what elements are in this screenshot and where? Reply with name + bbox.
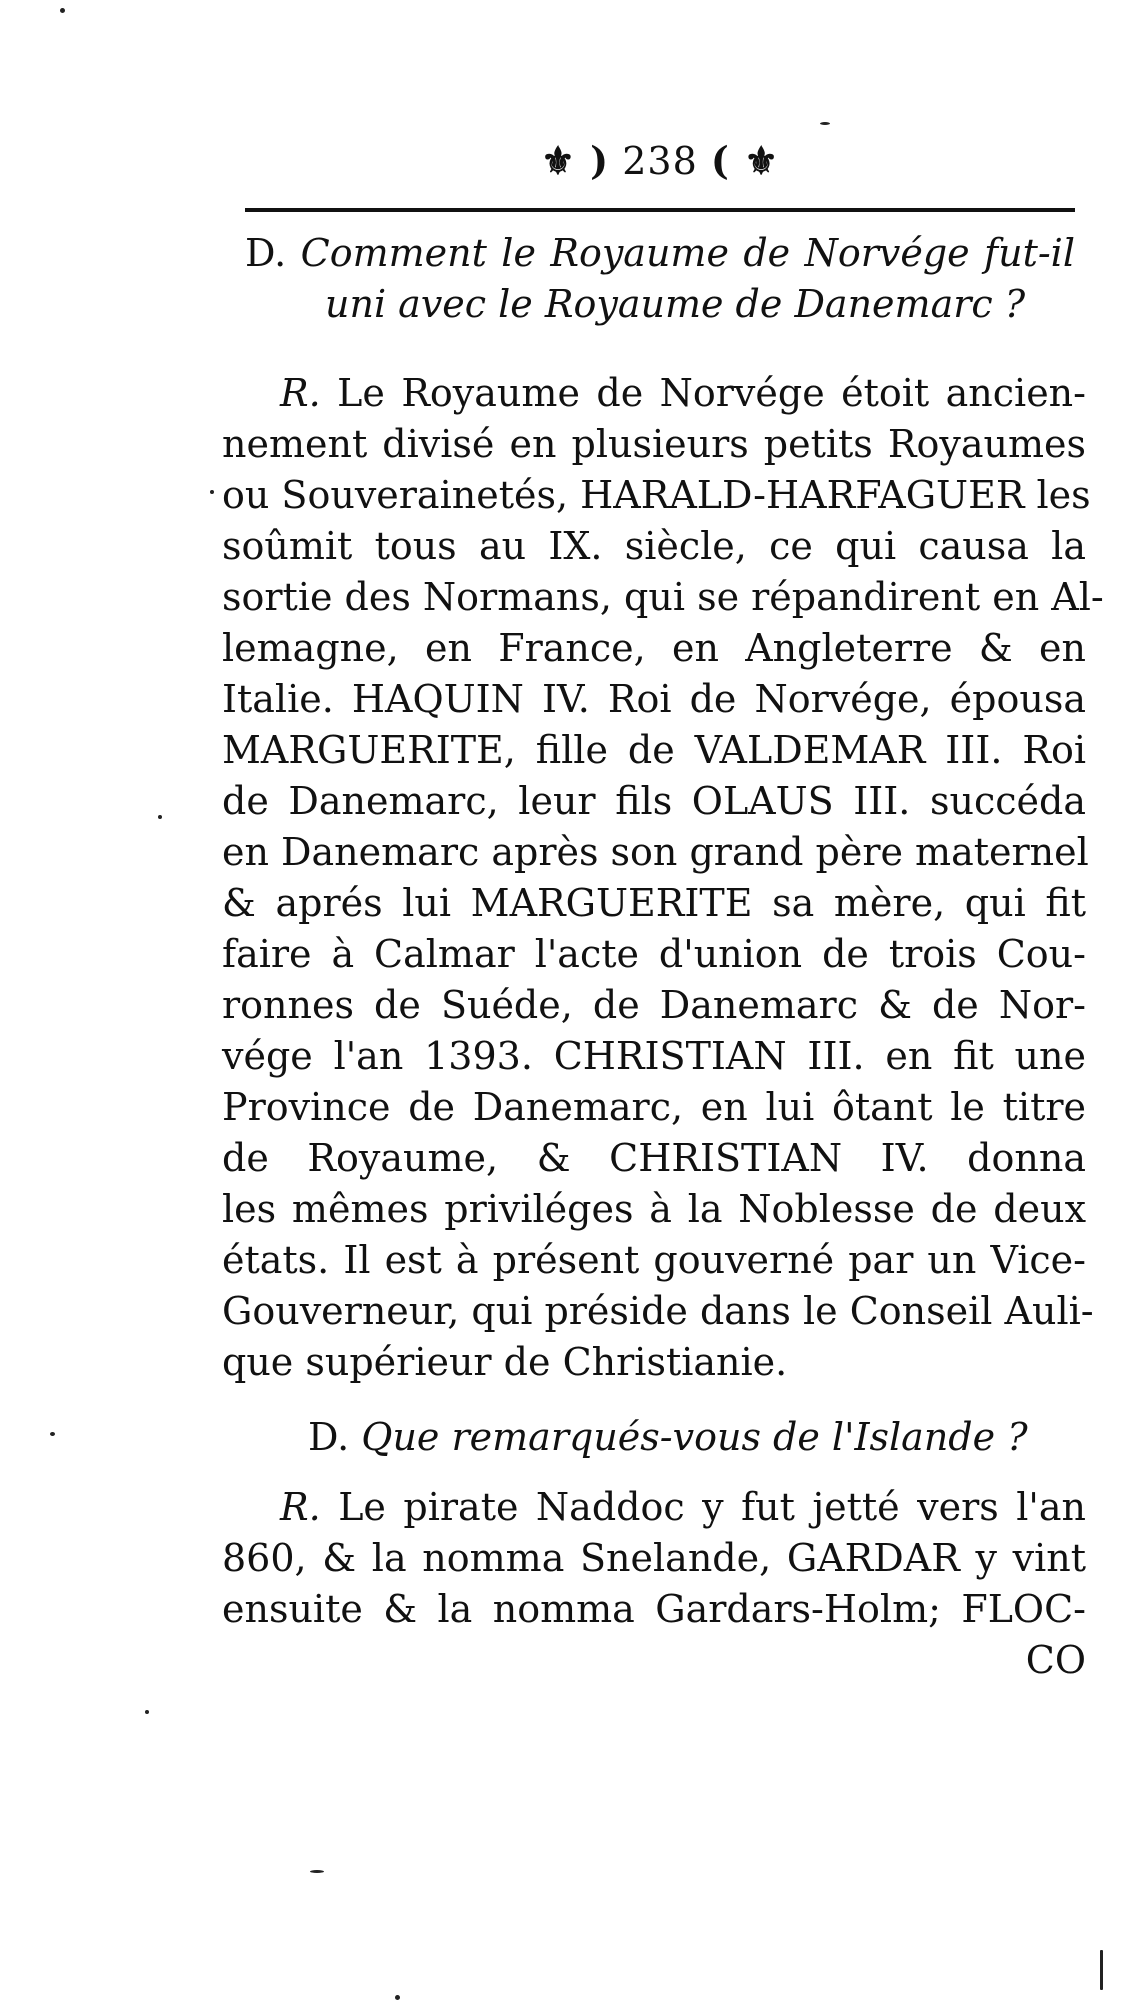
answer-1-line-10: en Danemarc après son grand père maternel [222,830,1089,874]
answer-2-line-3: ensuite & la nomma Gardars-Holm; FLOC- [222,1587,1086,1631]
answer-2-line-1: R. Le pirate Naddoc y fut jetté vers l'an [280,1485,1086,1529]
left-ornament: ⚜ ) [540,138,610,183]
answer-1 [222,368,1104,1388]
answer-1-line-13: ronnes de Suéde, de Danemarc & de Nor- [222,983,1086,1027]
catchword: CO [1025,1638,1086,1682]
scan-speck [60,8,65,13]
question-1-line-2: uni avec le Royaume de Danemarc ? [325,282,1026,326]
question-1-label: D. [245,231,287,275]
question-1-line-1: D. Comment le Royaume de Norvége fut-il [245,231,1075,275]
answer-1-line-7: Italie. HAQUIN IV. Roi de Norvége, épousa [222,677,1086,721]
answer-1-line-16: de Royaume, & CHRISTIAN IV. donna [222,1136,1086,1180]
answer-2-line-2: 860, & la nomma Snelande, GARDAR y vint [222,1536,1086,1580]
answer-1-line-2: nement divisé en plusieurs petits Royaumes [222,422,1086,466]
question-2-label: D. [308,1415,350,1459]
answer-1-line-15: Province de Danemarc, en lui ôtant le titre [222,1085,1086,1129]
scan-speck [395,1995,400,2000]
answer-1-line-1: R. Le Royaume de Norvége étoit ancien- [280,371,1086,415]
answer-1-line-12: faire à Calmar l'acte d'union de trois Cou- [222,932,1086,976]
answer-1-line-5: sortie des Normans, qui se répandirent en Al- [222,575,1104,619]
answer-1-label: R. [280,371,321,415]
scan-speck [1100,1950,1103,1990]
answer-1-line-17: les mêmes priviléges à la Noblesse de deux [222,1187,1086,1231]
scan-speck [210,490,214,494]
scan-speck [50,1432,55,1436]
answer-1-line-11: & aprés lui MARGUERITE sa mère, qui fit [222,881,1086,925]
answer-1-line-20: que supérieur de Christianie. [222,1340,788,1384]
scan-speck [310,1870,324,1873]
right-ornament: ( ⚜ [710,138,780,183]
header-rule [245,208,1075,212]
question-2 [308,1412,1028,1463]
page-number: 238 [622,139,698,183]
page-header [245,138,1075,183]
scan-speck [145,1710,149,1714]
scan-speck [158,815,162,819]
answer-2-label: R. [280,1485,321,1529]
question-1 [245,228,1075,330]
answer-1-line-18: états. Il est à présent gouverné par un Vice- [222,1238,1086,1282]
answer-1-line-14: vége l'an 1393. CHRISTIAN III. en fit une [222,1034,1086,1078]
answer-1-line-9: de Danemarc, leur fils OLAUS III. succéda [222,779,1086,823]
question-2-line: D. Que remarqués-vous de l'Islande ? [308,1415,1028,1459]
answer-1-line-3: ou Souverainetés, HARALD-HARFAGUER les [222,473,1091,517]
answer-1-line-19: Gouverneur, qui préside dans le Conseil Auli- [222,1289,1094,1333]
scan-speck [820,122,830,125]
answer-1-line-4: soûmit tous au IX. siècle, ce qui causa la [222,524,1086,568]
answer-2 [222,1482,1086,1686]
answer-1-line-8: MARGUERITE, fille de VALDEMAR III. Roi [222,728,1086,772]
answer-1-line-6: lemagne, en France, en Angleterre & en [222,626,1086,670]
